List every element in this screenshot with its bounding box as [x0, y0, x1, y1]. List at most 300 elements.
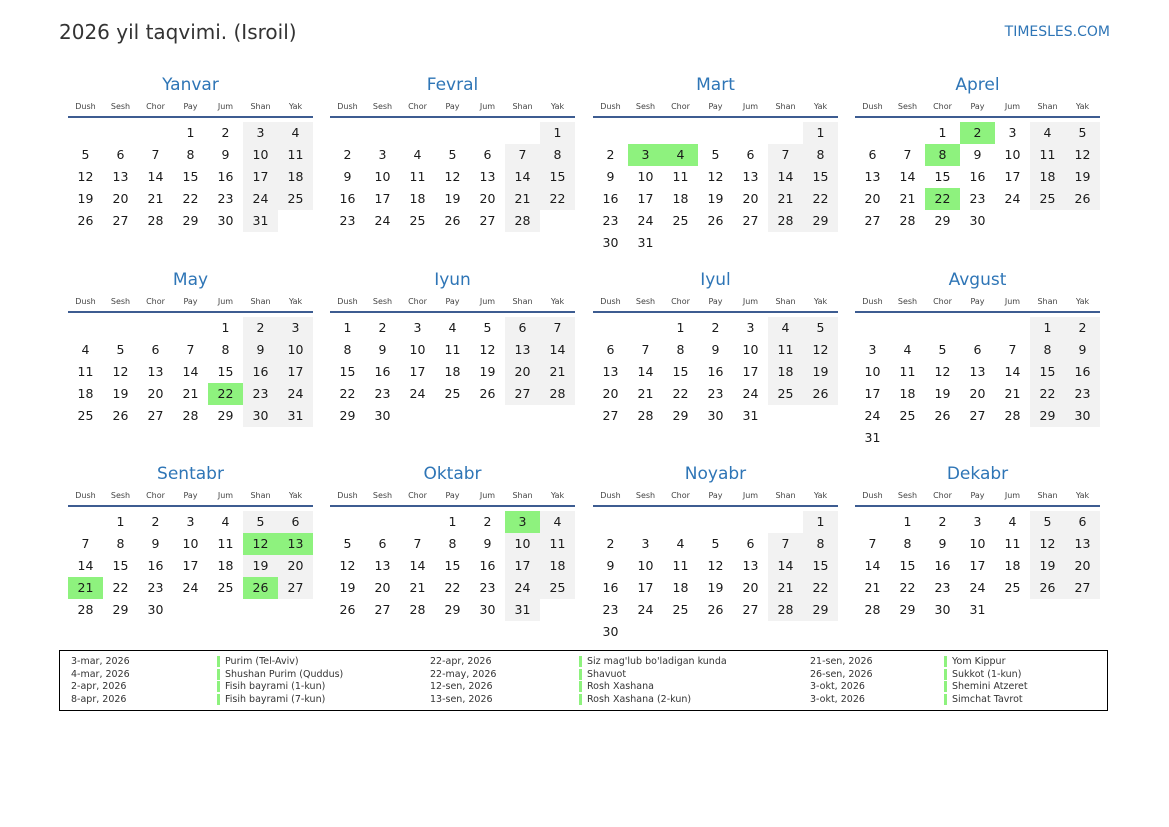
day-cell: 30 — [969, 213, 986, 228]
legend-date: 3-okt, 2026 — [810, 693, 865, 705]
day-cell: 10 — [278, 339, 313, 361]
empty-cell — [1030, 599, 1065, 621]
day-cell: 22 — [444, 580, 461, 595]
day-cell: 26 — [479, 386, 496, 401]
month-avgust — [855, 267, 1100, 449]
week-row — [855, 405, 1100, 427]
day-cell: 13 — [742, 558, 759, 573]
day-cell: 23 — [339, 213, 356, 228]
empty-cell — [628, 122, 663, 144]
day-cell: 26 — [1030, 577, 1065, 599]
empty-cell — [330, 122, 365, 144]
legend-holiday-name: Purim (Tel-Aviv) — [217, 656, 299, 667]
weekday-header — [855, 99, 1100, 114]
day-cell: 9 — [343, 169, 352, 184]
week-row — [593, 232, 838, 254]
day-cell: 28 — [637, 408, 654, 423]
day-cell: 12 — [479, 342, 496, 357]
weekday-label: Shan — [250, 102, 271, 111]
day-cell: 15 — [672, 364, 689, 379]
day-cell: 19 — [243, 555, 278, 577]
weekday-label: Dush — [337, 102, 358, 111]
weekday-label: Chor — [671, 491, 690, 500]
empty-cell — [663, 511, 698, 533]
weekday-label: Jum — [479, 491, 496, 500]
day-cell: 24 — [742, 386, 759, 401]
legend-date: 21-sen, 2026 — [810, 656, 873, 667]
day-cell: 21 — [147, 191, 164, 206]
day-cell: 16 — [969, 169, 986, 184]
day-cell: 30 — [707, 408, 724, 423]
day-cell: 27 — [278, 577, 313, 599]
weekday-label: Jum — [217, 297, 234, 306]
weekday-label: Yak — [813, 491, 828, 500]
day-cell: 14 — [77, 558, 94, 573]
day-cell: 13 — [374, 558, 391, 573]
weekday-label: Jum — [742, 491, 759, 500]
legend-date: 22-apr, 2026 — [430, 656, 492, 667]
weekday-label: Jum — [1004, 297, 1021, 306]
day-cell: 21 — [182, 386, 199, 401]
day-cell: 20 — [742, 191, 759, 206]
day-cell: 9 — [378, 342, 387, 357]
empty-cell — [278, 599, 313, 621]
header-divider — [330, 311, 575, 313]
day-cell: 20 — [278, 555, 313, 577]
day-cell: 12 — [339, 558, 356, 573]
day-cell: 10 — [742, 342, 759, 357]
day-cell: 14 — [637, 364, 654, 379]
day-cell: 8 — [448, 536, 457, 551]
weekday-label: Sesh — [110, 297, 131, 306]
day-cell: 9 — [1065, 339, 1100, 361]
empty-cell — [890, 427, 925, 449]
day-cell: 26 — [707, 602, 724, 617]
legend-date: 2-apr, 2026 — [71, 681, 127, 692]
day-cell: 19 — [77, 191, 94, 206]
weekday-label: Shan — [512, 102, 533, 111]
day-cell: 10 — [374, 169, 391, 184]
empty-cell — [505, 405, 540, 427]
day-cell: 6 — [1065, 511, 1100, 533]
day-cell: 9 — [606, 169, 615, 184]
day-cell: 15 — [444, 558, 461, 573]
month-name: Dekabr — [946, 464, 1009, 484]
weekday-header — [593, 488, 838, 503]
day-cell: 11 — [540, 533, 575, 555]
day-cell: 13 — [969, 364, 986, 379]
day-cell: 30 — [217, 213, 234, 228]
legend-holiday-name: Rosh Xashana (2-kun) — [579, 694, 691, 705]
day-cell: 25 — [409, 213, 426, 228]
day-cell: 2 — [378, 320, 387, 335]
weekday-label: Sesh — [372, 102, 393, 111]
day-cell: 3 — [973, 514, 982, 529]
day-cell: 20 — [112, 191, 129, 206]
day-cell: 31 — [864, 430, 881, 445]
day-cell: 25 — [672, 213, 689, 228]
weekday-label: Yak — [288, 102, 303, 111]
week-row — [330, 166, 575, 188]
day-cell: 20 — [147, 386, 164, 401]
day-cell: 4 — [1008, 514, 1017, 529]
empty-cell — [103, 317, 138, 339]
week-row — [330, 361, 575, 383]
day-cell: 16 — [147, 558, 164, 573]
day-cell: 8 — [343, 342, 352, 357]
empty-cell — [68, 317, 103, 339]
day-cell: 6 — [505, 317, 540, 339]
weekday-label: Jum — [479, 297, 496, 306]
legend-holiday-name: Fisih bayrami (7-kun) — [217, 694, 325, 705]
empty-cell — [733, 122, 768, 144]
empty-cell — [663, 122, 698, 144]
day-cell: 21 — [1004, 386, 1021, 401]
day-cell: 23 — [374, 386, 391, 401]
weekday-label: Shan — [512, 297, 533, 306]
day-cell: 29 — [444, 602, 461, 617]
weekday-label: Pay — [970, 102, 985, 111]
week-row — [855, 555, 1100, 577]
day-cell: 6 — [116, 147, 125, 162]
week-row — [593, 144, 838, 166]
week-row — [68, 383, 313, 405]
weekday-label: Sesh — [110, 491, 131, 500]
day-cell: 31 — [742, 408, 759, 423]
weekday-label: Sesh — [110, 102, 131, 111]
day-cell: 19 — [1030, 555, 1065, 577]
day-cell: 7 — [151, 147, 160, 162]
day-cell: 28 — [182, 408, 199, 423]
week-row — [855, 317, 1100, 339]
day-cell: 22 — [672, 386, 689, 401]
day-cell: 13 — [505, 339, 540, 361]
day-cell: 10 — [182, 536, 199, 551]
day-cell: 14 — [899, 169, 916, 184]
weekday-label: Dush — [75, 491, 96, 500]
day-cell: 21 — [768, 577, 803, 599]
day-cell: 1 — [938, 125, 947, 140]
day-cell: 2 — [243, 317, 278, 339]
weekday-label: Pay — [445, 297, 460, 306]
month-iyul — [593, 267, 838, 427]
day-cell: 6 — [378, 536, 387, 551]
day-cell: 26 — [243, 577, 278, 599]
legend-date: 13-sen, 2026 — [430, 693, 493, 705]
day-cell: 5 — [343, 536, 352, 551]
day-cell: 12 — [1030, 533, 1065, 555]
weekday-label: Chor — [408, 102, 427, 111]
day-cell: 17 — [182, 558, 199, 573]
day-cell: 26 — [707, 213, 724, 228]
empty-cell — [173, 317, 208, 339]
legend-date: 4-mar, 2026 — [71, 668, 130, 680]
day-cell: 2 — [483, 514, 492, 529]
month-name: Iyul — [700, 270, 731, 290]
day-cell: 5 — [938, 342, 947, 357]
weekday-label: Shan — [512, 491, 533, 500]
empty-cell — [330, 511, 365, 533]
empty-cell — [768, 405, 803, 427]
day-cell: 3 — [413, 320, 422, 335]
day-cell: 11 — [77, 364, 94, 379]
day-cell: 3 — [628, 144, 663, 166]
day-cell: 5 — [711, 147, 720, 162]
day-cell: 5 — [1030, 511, 1065, 533]
day-cell: 13 — [479, 169, 496, 184]
day-cell: 29 — [1030, 405, 1065, 427]
weekday-label: Dush — [600, 297, 621, 306]
day-cell: 25 — [77, 408, 94, 423]
day-cell: 18 — [1030, 166, 1065, 188]
week-row — [593, 599, 838, 621]
day-cell: 3 — [746, 320, 755, 335]
day-cell: 1 — [540, 122, 575, 144]
month-name: May — [172, 270, 209, 290]
empty-cell — [768, 621, 803, 643]
weekday-header — [593, 294, 838, 309]
empty-cell — [435, 122, 470, 144]
empty-cell — [698, 122, 733, 144]
weekday-label: Jum — [479, 102, 496, 111]
day-cell: 18 — [899, 386, 916, 401]
day-cell: 12 — [77, 169, 94, 184]
day-cell: 16 — [374, 364, 391, 379]
week-row — [68, 144, 313, 166]
empty-cell — [768, 511, 803, 533]
day-cell: 16 — [217, 169, 234, 184]
day-cell: 5 — [483, 320, 492, 335]
weekday-label: Pay — [708, 491, 723, 500]
empty-cell — [628, 317, 663, 339]
day-cell: 19 — [112, 386, 129, 401]
day-cell: 17 — [969, 558, 986, 573]
day-cell: 5 — [448, 147, 457, 162]
empty-cell — [855, 122, 890, 144]
day-cell: 27 — [969, 408, 986, 423]
weekday-label: Pay — [970, 297, 985, 306]
day-cell: 15 — [899, 558, 916, 573]
month-dekabr — [855, 461, 1100, 621]
day-cell: 27 — [147, 408, 164, 423]
week-row — [855, 533, 1100, 555]
header-divider — [330, 116, 575, 118]
day-cell: 2 — [960, 122, 995, 144]
day-cell: 8 — [540, 144, 575, 166]
weekday-label: Yak — [550, 102, 565, 111]
week-row — [855, 577, 1100, 599]
day-cell: 18 — [540, 555, 575, 577]
day-cell: 20 — [479, 191, 496, 206]
weekday-label: Pay — [183, 297, 198, 306]
day-cell: 1 — [676, 320, 685, 335]
day-cell: 29 — [672, 408, 689, 423]
day-cell: 6 — [746, 536, 755, 551]
day-cell: 25 — [672, 602, 689, 617]
day-cell: 6 — [151, 342, 160, 357]
day-cell: 11 — [444, 342, 461, 357]
day-cell: 18 — [444, 364, 461, 379]
legend-holiday-name: Shushan Purim (Quddus) — [217, 669, 343, 680]
day-cell: 11 — [899, 364, 916, 379]
empty-cell — [890, 317, 925, 339]
weekday-label: Yak — [813, 297, 828, 306]
month-sentabr — [68, 461, 313, 621]
header-divider — [330, 505, 575, 507]
day-cell: 29 — [112, 602, 129, 617]
day-cell: 11 — [1030, 144, 1065, 166]
empty-cell — [470, 405, 505, 427]
day-cell: 10 — [637, 558, 654, 573]
day-cell: 17 — [278, 361, 313, 383]
day-cell: 18 — [217, 558, 234, 573]
day-cell: 1 — [221, 320, 230, 335]
week-row — [68, 317, 313, 339]
page-title: 2026 yil taqvimi. (Isroil) — [59, 20, 297, 44]
legend-holiday-name: Simchat Tavrot — [944, 694, 1023, 705]
day-cell: 2 — [1065, 317, 1100, 339]
day-cell: 20 — [742, 580, 759, 595]
weekday-label: Yak — [1075, 297, 1090, 306]
day-cell: 19 — [1065, 166, 1100, 188]
day-cell: 28 — [409, 602, 426, 617]
month-name: Avgust — [948, 270, 1007, 290]
day-cell: 23 — [217, 191, 234, 206]
week-row — [68, 533, 313, 555]
day-cell: 8 — [221, 342, 230, 357]
empty-cell — [435, 405, 470, 427]
day-cell: 9 — [151, 536, 160, 551]
day-cell: 4 — [676, 536, 685, 551]
day-cell: 12 — [803, 339, 838, 361]
day-cell: 13 — [1065, 533, 1100, 555]
day-cell: 24 — [637, 602, 654, 617]
weekday-label: Shan — [250, 491, 271, 500]
week-row — [68, 188, 313, 210]
day-cell: 16 — [934, 558, 951, 573]
day-cell: 28 — [864, 602, 881, 617]
empty-cell — [400, 122, 435, 144]
weekday-header — [855, 488, 1100, 503]
week-row — [68, 555, 313, 577]
day-cell: 1 — [903, 514, 912, 529]
site-logo-link[interactable]: TIMESLES.COM — [1004, 24, 1110, 40]
weekday-label: Sesh — [635, 102, 656, 111]
day-cell: 29 — [934, 213, 951, 228]
legend-holiday-name: Siz mag'lub bo'ladigan kunda — [579, 656, 727, 667]
month-iyun — [330, 267, 575, 427]
day-cell: 22 — [540, 188, 575, 210]
empty-cell — [278, 210, 313, 232]
day-cell: 27 — [505, 383, 540, 405]
weekday-label: Dush — [600, 102, 621, 111]
legend-date: 22-may, 2026 — [430, 668, 497, 680]
day-cell: 1 — [343, 320, 352, 335]
day-cell: 2 — [221, 125, 230, 140]
header-divider — [68, 311, 313, 313]
day-cell: 14 — [1004, 364, 1021, 379]
header-divider — [855, 311, 1100, 313]
day-cell: 7 — [505, 144, 540, 166]
day-cell: 23 — [602, 602, 619, 617]
day-cell: 15 — [540, 166, 575, 188]
weekday-label: Chor — [933, 491, 952, 500]
day-cell: 25 — [1004, 580, 1021, 595]
week-row — [330, 339, 575, 361]
empty-cell — [470, 122, 505, 144]
day-cell: 27 — [479, 213, 496, 228]
weekday-label: Chor — [671, 297, 690, 306]
week-row — [593, 383, 838, 405]
day-cell: 22 — [925, 188, 960, 210]
day-cell: 8 — [925, 144, 960, 166]
month-name: Sentabr — [157, 464, 224, 484]
weekday-label: Yak — [288, 297, 303, 306]
weekday-header — [855, 294, 1100, 309]
day-cell: 6 — [606, 342, 615, 357]
empty-cell — [768, 122, 803, 144]
day-cell: 24 — [637, 213, 654, 228]
legend-date: 12-sen, 2026 — [430, 681, 493, 692]
week-row — [855, 427, 1100, 449]
day-cell: 14 — [147, 169, 164, 184]
weekday-label: Shan — [1037, 491, 1058, 500]
day-cell: 20 — [602, 386, 619, 401]
day-cell: 19 — [934, 386, 951, 401]
day-cell: 21 — [505, 188, 540, 210]
weekday-label: Dush — [337, 491, 358, 500]
empty-cell — [1030, 427, 1065, 449]
weekday-label: Jum — [742, 297, 759, 306]
day-cell: 7 — [81, 536, 90, 551]
day-cell: 27 — [602, 408, 619, 423]
day-cell: 4 — [221, 514, 230, 529]
weekday-label: Sesh — [897, 491, 918, 500]
day-cell: 16 — [1065, 361, 1100, 383]
empty-cell — [733, 511, 768, 533]
day-cell: 4 — [768, 317, 803, 339]
day-cell: 1 — [803, 122, 838, 144]
day-cell: 29 — [217, 408, 234, 423]
day-cell: 19 — [707, 580, 724, 595]
empty-cell — [803, 232, 838, 254]
day-cell: 23 — [707, 386, 724, 401]
day-cell: 19 — [444, 191, 461, 206]
day-cell: 13 — [278, 533, 313, 555]
day-cell: 21 — [864, 580, 881, 595]
weekday-label: Yak — [813, 102, 828, 111]
day-cell: 17 — [742, 364, 759, 379]
weekday-label: Pay — [445, 102, 460, 111]
day-cell: 17 — [243, 166, 278, 188]
day-cell: 21 — [637, 386, 654, 401]
legend-holiday-name: Shemini Atzeret — [944, 681, 1028, 692]
legend-holiday-name: Sukkot (1-kun) — [944, 669, 1021, 680]
day-cell: 10 — [409, 342, 426, 357]
day-cell: 9 — [221, 147, 230, 162]
day-cell: 1 — [186, 125, 195, 140]
day-cell: 18 — [672, 580, 689, 595]
weekday-label: Pay — [183, 102, 198, 111]
week-row — [68, 511, 313, 533]
day-cell: 11 — [1004, 536, 1021, 551]
empty-cell — [173, 599, 208, 621]
day-cell: 28 — [147, 213, 164, 228]
weekday-label: Yak — [1075, 102, 1090, 111]
week-row — [68, 166, 313, 188]
day-cell: 10 — [637, 169, 654, 184]
empty-cell — [925, 317, 960, 339]
